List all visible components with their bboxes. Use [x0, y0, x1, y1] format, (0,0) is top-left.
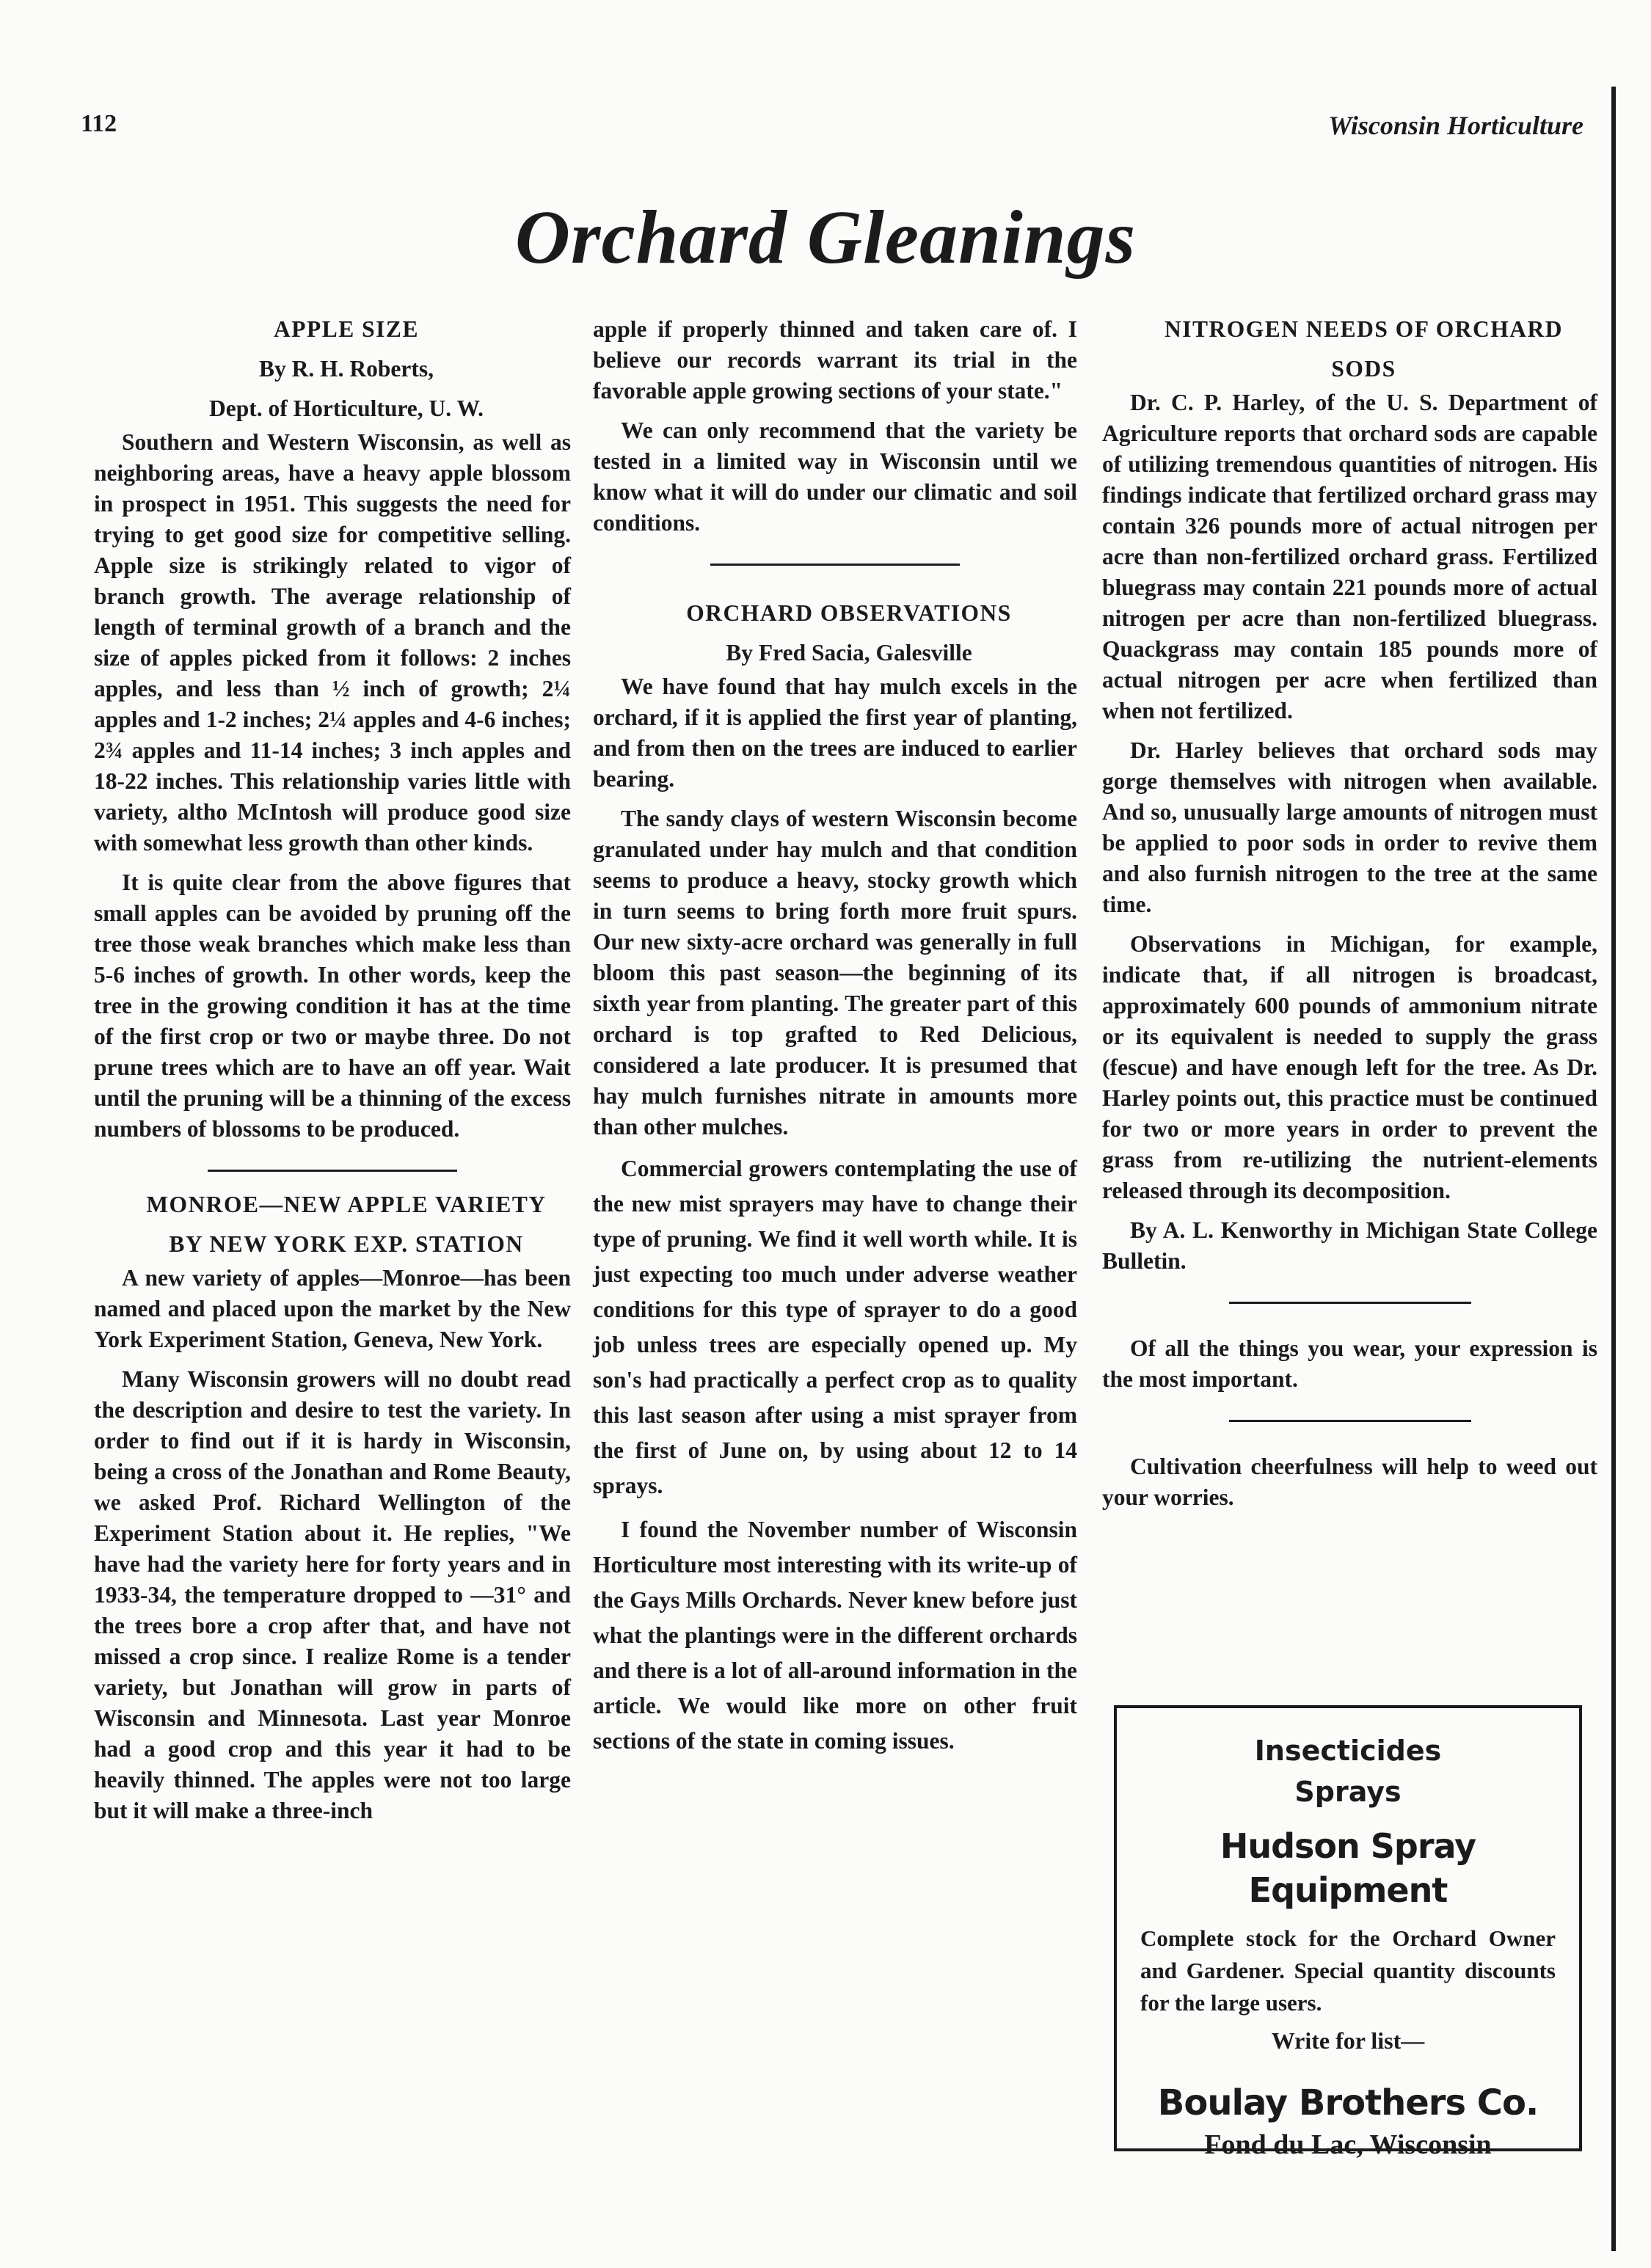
apple-size-paragraph-2: It is quite clear from the above figures that small apples can be avoided by pruning off the tree those weak branches which make less than 5-6 inches of growth. In other words, keep the tree in the growing condition it has at the time of the first crop or two or maybe three. Do not prune trees which are to have an off year. Wait until the pruning will be a thinning of the excess numbers of blossoms to be produced.	[94, 869, 571, 1142]
monroe-paragraph-2: Many Wisconsin growers will no doubt read the description and desire to test the variety. In order to find out if it is hardy in Wisconsin, being a cross of the Jonathan and Rome Beauty, we asked Prof. Richard Wellington of the Experiment Station about it. He replies, "We have had the variety here for forty years and in 1933-34, the temperature dropped to —31° and the trees bore a crop after that, and have not missed a crop since. I realize Rome is a tender variety, but Jonathan will grow in parts of Wisconsin and Minnesota. Last year Monroe had a good crop and this year it had to be heavily thinned. The apples were not too large but it will make a three-inch	[94, 1366, 571, 1823]
nitrogen-heading-line-1: NITROGEN NEEDS OF ORCHARD	[1164, 316, 1563, 342]
nitrogen-source: By A. L. Kenworthy in Michigan State College Bulletin.	[1102, 1217, 1597, 1274]
observations-paragraph-2: The sandy clays of western Wisconsin become granulated under hay mulch and that condition seems to produce a heavy, stocky growth which in turn seems to bring forth more fruit spurs. Our new sixty-acre orchard was generally in full bloom this past season—the beginning of its sixth year from planting. The greater part of this orchard is top grafted to Red Delicious, considered a late producer. It is presumed that hay mulch furnishes nitrate in amounts more than other mulches.	[593, 806, 1077, 1140]
section-divider	[208, 1170, 457, 1172]
observations-paragraph-4: I found the November number of Wisconsin Horticulture most interesting with its write-up of the Gays Mills Orchards. Never knew before just what the plantings were in the different orchards and there is a lot of all-around information in the article. We would like more on other fruit sections of the state in coming issues.	[593, 1517, 1077, 1754]
apple-size-emphasis: Apple size is strikingly related to vigor of branch growth.	[94, 553, 571, 609]
advertisement-box	[1114, 1705, 1582, 2160]
column-left	[94, 314, 571, 1835]
section-divider	[710, 564, 960, 566]
nitrogen-paragraph-1: Dr. C. P. Harley, of the U. S. Department of Agriculture reports that orchard sods are capable of utilizing tremendous quantities of nitrogen. His findings indicate that fertilized orchard grass may contain 326 pounds more of actual nitrogen per acre than non-fertilized orchard grass. Fertilized bluegrass may contain 221 pounds more of actual nitrogen per acre than non-fertilized bluegrass. Quackgrass may contain 185 pounds more of actual nitrogen per acre when fertilized than when not fertilized.	[1102, 390, 1597, 723]
page-title: Orchard Gleanings	[514, 195, 1137, 280]
column-right	[1102, 314, 1597, 1522]
monroe-heading-line-2: BY NEW YORK EXP. STATION	[169, 1231, 524, 1257]
monroe-recommendation: We can only recommend that the variety be tested in a limited way in Wisconsin until we know what it will do under our climatic and soil conditions.	[593, 417, 1077, 536]
nitrogen-heading-line-2: SODS	[1331, 356, 1396, 382]
monroe-heading-line-1: MONROE—NEW APPLE VARIETY	[146, 1192, 547, 1217]
page-edge-rule	[1611, 87, 1616, 2251]
orchard-observations-heading: ORCHARD OBSERVATIONS	[686, 600, 1012, 626]
running-head: Wisconsin Horticulture	[1328, 111, 1583, 140]
ad-company-name: Boulay Brothers Co.	[1157, 2082, 1539, 2123]
filler-cheerfulness: Cultivation cheerfulness will help to weed out your worries.	[1102, 1454, 1597, 1510]
page-number: 112	[81, 110, 117, 137]
monroe-continued: apple if properly thinned and taken care of. I believe our records warrant its trial in the favorable apple growing sections of your state."	[593, 316, 1077, 404]
monroe-paragraph-1: A new variety of apples—Monroe—has been named and placed upon the market by the New York Experiment Station, Geneva, New York.	[94, 1265, 571, 1352]
nitrogen-paragraph-3: Observations in Michigan, for example, indicate that, if all nitrogen is broadcast, approximately 600 pounds of ammonium nitrate or its equivalent is needed to supply the grass (fescue) and have enough left for the tree. As Dr. Harley points out, this practice must be continued for two or more years in order to prevent the grass from re-utilizing the nutrient-elements released through its decomposition.	[1102, 931, 1597, 1203]
nitrogen-paragraph-2: Dr. Harley believes that orchard sods may gorge themselves with nitrogen when available. And so, unusually large amounts of nitrogen must be applied to poor sods in order to revive them and also furnish nitrogen to the tree at the same time.	[1102, 737, 1597, 917]
section-divider	[1229, 1420, 1471, 1422]
observations-paragraph-1: We have found that hay mulch excels in the orchard, if it is applied the first year of planting, and from then on the trees are induced to earlier bearing.	[593, 674, 1077, 792]
apple-size-dept: Dept. of Horticulture, U. W.	[209, 395, 484, 421]
apple-size-text-a: Southern and Western Wisconsin, as well as neighboring areas, have a heavy apple blossom in prospect in 1951. This suggests the need for trying to get good size for competitive selling.	[94, 429, 571, 547]
apple-size-paragraph-1	[94, 427, 571, 858]
ad-call-to-action: Write for list—	[1271, 2027, 1425, 2054]
apple-size-author: By R. H. Roberts,	[259, 356, 434, 382]
ad-sprays: Sprays	[1294, 1776, 1402, 1808]
filler-expression: Of all the things you wear, your expression is the most important.	[1102, 1335, 1597, 1392]
section-divider	[1229, 1302, 1471, 1304]
ad-insecticides: Insecticides	[1254, 1735, 1442, 1767]
column-middle	[593, 314, 1077, 1768]
apple-size-text-b: The average relationship of length of terminal growth of a branch and the size of apples picked from it follows: 2 inches apples, and less than ½ inch of growth; 2¼ apples and 1-2 inches; 2¼ apples and 4-6 inches; 2¾ apples and 11-14 inches; 3 inch apples and 18-22 inches. This relationship varies little with variety, altho McIntosh will produce good size with somewhat less growth than other kinds.	[94, 583, 571, 856]
ad-description: Complete stock for the Orchard Owner and Gardener. Special quantity discounts for the large users.	[1140, 1925, 1556, 2016]
observations-paragraph-3: Commercial growers contemplating the use of the new mist sprayers may have to change their type of pruning. We find it well worth while. It is just expecting too much under adverse weather conditions for this type of sprayer to do a good job unless trees are especially opened up. My son's had practically a perfect crop as to quality this last season after using a mist sprayer from the first of June on, by using about 12 to 14 sprays.	[593, 1156, 1077, 1498]
ad-brand-name: Hudson Spray Equipment	[1220, 1826, 1476, 1910]
orchard-observations-author: By Fred Sacia, Galesville	[726, 640, 972, 666]
ad-company-location: Fond du Lac, Wisconsin	[1204, 2129, 1492, 2160]
apple-size-heading: APPLE SIZE	[274, 316, 419, 342]
